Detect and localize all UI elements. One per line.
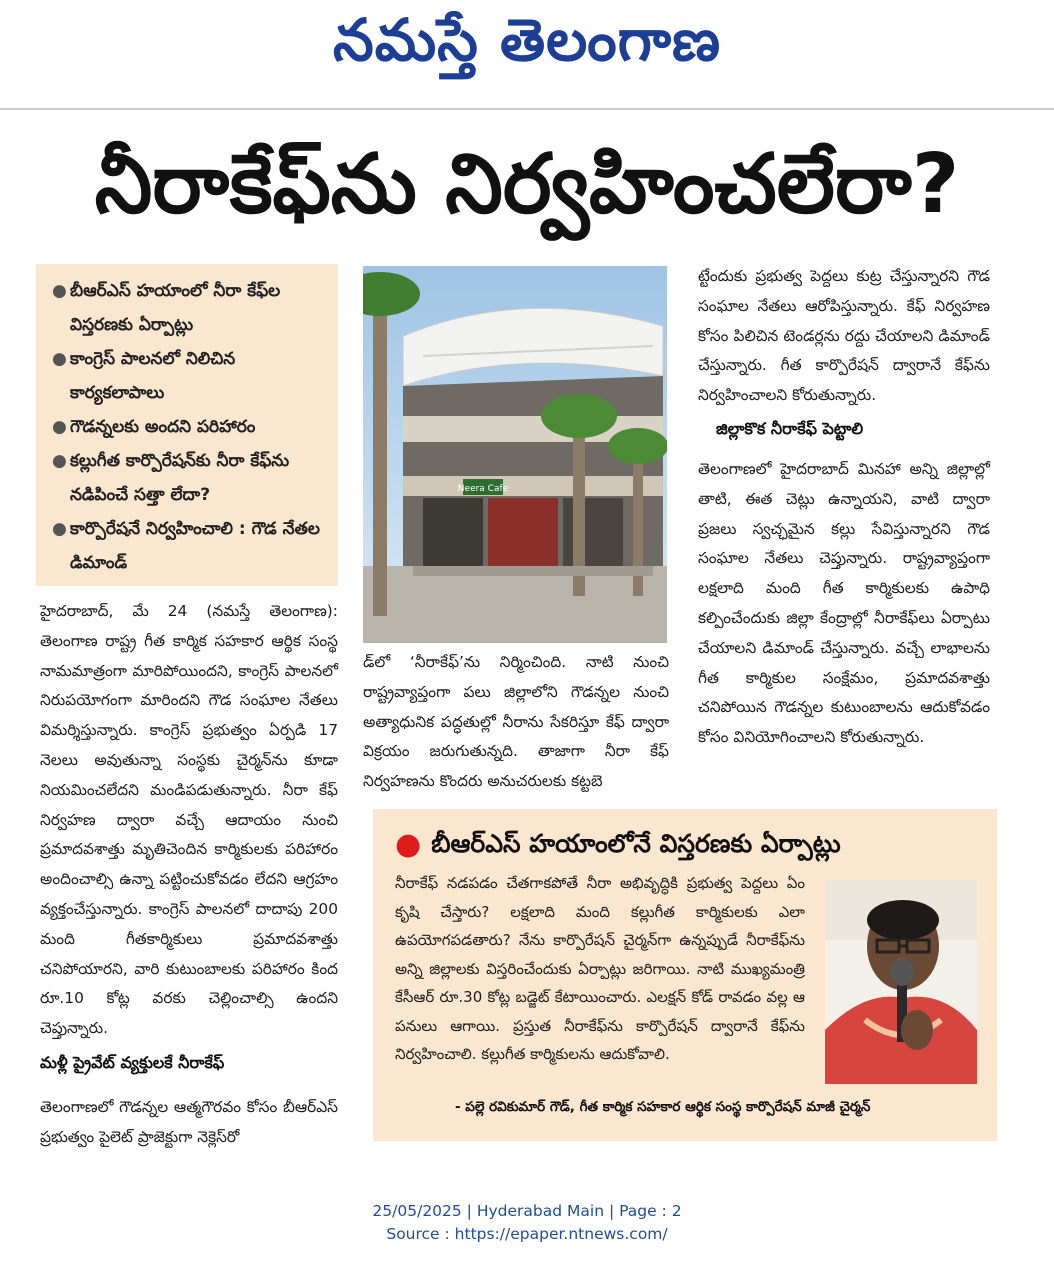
neera-cafe-building-image (363, 266, 667, 643)
footer (0, 1200, 1054, 1246)
masthead-divider (0, 108, 1054, 110)
speaker-photo-image (825, 880, 977, 1084)
highlight-item (52, 410, 330, 444)
article-col2-para: డ్‌లో ‘నీరాకేఫ్’ను నిర్మించింది. నాటి నుంచి రాష్ట్రవ్యాప్తంగా పలు జిల్లాలోని గౌడన్నల నుంచి అత్యాధునిక పద్ధతుల్లో నీరాను సేకరిస్తూ కేఫ్ ద్వారా విక్రయం జరుగుతున్నది. తాజాగా నీరా కేఫ్ నిర్వహణను కొందరు అనుచరులకు కట్టబె (363, 653, 669, 791)
highlight-text: కార్పొరేషనే నిర్వహించాలి : గౌడ నేతల డిమాండ్ (70, 519, 320, 573)
bullet-icon: ● (52, 417, 67, 437)
red-dot-icon: ● (395, 827, 422, 862)
article-subhead-private: మళ్లీ ప్రైవేట్ వ్యక్తులకే నీరాకేఫ్ (40, 1053, 225, 1072)
highlight-item (52, 342, 330, 410)
article-col3-para2: తెలంగాణలో హైదరాబాద్ మినహా అన్ని జిల్లాల్లో తాటి, ఈత చెట్లు ఉన్నాయని, వాటి ద్వారా ప్రజలు స్వచ్ఛమైన కల్లు సేవిస్తున్నారని గౌడ సంఘాల నేతలు చెప్తున్నారు. రాష్ట్రవ్యాప్తంగా లక్షలాది మంది గీత కార్మికులకు ఉపాధి కల్పించేందుకు జిల్లా కేంద్రాల్లో నీరాకేఫ్‌లు ఏర్పాటు చేయాలని డిమాండ్ చేస్తున్నారు. వచ్చే లాభాలను గీత కార్మికుల సంక్షేమం, ప్రమాదవశాత్తు చనిపోయిన గౌడన్నల కుటుంబాలను ఆదుకోవడం కోసం వినియోగించాలని కోరుతున్నారు. (698, 460, 990, 747)
quote-heading (395, 827, 841, 865)
article-subhead-district: జిల్లాకొక నీరాకేఫ్ పెట్టాలి (716, 419, 864, 438)
highlight-item (52, 512, 330, 580)
highlight-text: కల్లుగీత కార్పొరేషన్‌కు నీరా కేఫ్‌ను నడిపించే సత్తా లేదా? (70, 451, 290, 505)
cafe-sign: Neera Cafe (457, 484, 509, 494)
quote-author: - పల్లె రవికుమార్ గౌడ్, గీత కార్మిక సహకార ఆర్థిక సంస్థ కార్పొరేషన్ మాజీ చైర్మన్ (455, 1099, 871, 1115)
article-col1-para1: హైదరాబాద్, మే 24 (నమస్తే తెలంగాణ): తెలంగాణ రాష్ట్ర గీత కార్మిక సహకార ఆర్థిక సంస్థ నామమాత్రంగా మారిపోయిందని, కాంగ్రెస్ పాలనలో నిరుపయోగంగా మారిందని గౌడ సంఘాల నేతలు విమర్శిస్తున్నారు. కాంగ్రెస్ ప్రభుత్వం ఏర్పడి 17 నెలలు అవుతున్నా సంస్థకు చైర్మన్‌ను కూడా నియమించలేదని మండిపడుతున్నారు. నీరా కేఫ్ నిర్వహణ ద్వారా వచ్చే ఆదాయం నుంచి ప్రమాదవశాత్తు మృతిచెందిన కార్మికులకు పరిహారం అందించాల్సి ఉన్నా పట్టించుకోవడం లేదని ఆగ్రహం వ్యక్తంచేస్తున్నారు. కాంగ్రెస్ పాలనలో దాదాపు 200 మంది గీతకార్మికులు ప్రమాదవశాత్తు చనిపోయారని, వారి కుటుంబాలకు పరిహారం కింద రూ.10 కోట్ల వరకు చెల్లించాల్సి ఉందని చెప్తున్నారు. (40, 602, 338, 1038)
footer-source-link[interactable]: Source : https://epaper.ntnews.com/ (386, 1225, 668, 1243)
highlight-text: బీఆర్ఎస్ హయాంలో నీరా కేఫ్‌ల విస్తరణకు ఏర్పాట్లు (70, 281, 281, 335)
highlight-text: గౌడన్నలకు అందని పరిహారం (70, 417, 256, 437)
highlights-box (36, 264, 338, 586)
article-col3-para1: ట్టేందుకు ప్రభుత్వ పెద్దలు కుట్ర చేస్తున్నారని గౌడ సంఘాల నేతలు ఆరోపిస్తున్నారు. కేఫ్ నిర్వహణ కోసం పిలిచిన టెండర్లను రద్దు చేయాలని డిమాండ్ చేస్తున్నారు. గీత కార్పొరేషన్ ద్వారానే కేఫ్‌ను నిర్వహించాలని కోరుతున్నారు. (698, 267, 990, 405)
footer-edition: 25/05/2025 | Hyderabad Main | Page : 2 (372, 1202, 682, 1220)
masthead-title: నమస్తే తెలంగాణ (333, 6, 721, 74)
bullet-icon: ● (52, 281, 67, 301)
highlight-text: కాంగ్రెస్ పాలనలో నిలిచిన కార్యకలాపాలు (70, 349, 236, 403)
highlight-item (52, 274, 330, 342)
headline: నీరాకేఫ్‌ను నిర్వహించలేరా? (94, 137, 960, 232)
bullet-icon: ● (52, 349, 67, 369)
quote-box (373, 809, 997, 1141)
article-col1-para2: తెలంగాణలో గౌడన్నల ఆత్మగౌరవం కోసం బీఆర్ఎస్ ప్రభుత్వం పైలెట్ ప్రాజెక్టుగా నెక్లెస్‌రో (40, 1098, 338, 1146)
quote-heading-text: బీఆర్ఎస్ హయాంలోనే విస్తరణకు ఏర్పాట్లు (431, 829, 841, 858)
quote-text: నీరాకేఫ్ నడపడం చేతగాకపోతే నీరా అభివృద్ధికి ప్రభుత్వ పెద్దలు ఏం కృషి చేస్తారు? లక్షలాది మంది కల్లుగీత కార్మికులకు ఎలా ఉపయోగపడతారు? నేను కార్పొరేషన్ చైర్మన్‌గా ఉన్నప్పుడే నీరాకేఫ్‌ను అన్ని జిల్లాలకు విస్తరించేందుకు ఏర్పాట్లు జరిగాయి. నాటి ముఖ్యమంత్రి కేసీఆర్ రూ.30 కోట్ల బడ్జెట్ కేటాయించారు. ఎలక్షన్ కోడ్ రావడం వల్ల ఆ పనులు ఆగాయి. ప్రస్తుత నీరాకేఫ్‌ను కార్పొరేషన్ ద్వారానే కేఫ్‌ను నిర్వహించాలి. కల్లుగీత కార్మికులను ఆదుకోవాలి. (395, 874, 805, 1063)
neera-cafe-photo (363, 266, 667, 643)
masthead (0, 0, 1054, 112)
speaker-portrait (825, 880, 977, 1084)
highlight-item (52, 444, 330, 512)
bullet-icon: ● (52, 519, 67, 539)
bullet-icon: ● (52, 451, 67, 471)
